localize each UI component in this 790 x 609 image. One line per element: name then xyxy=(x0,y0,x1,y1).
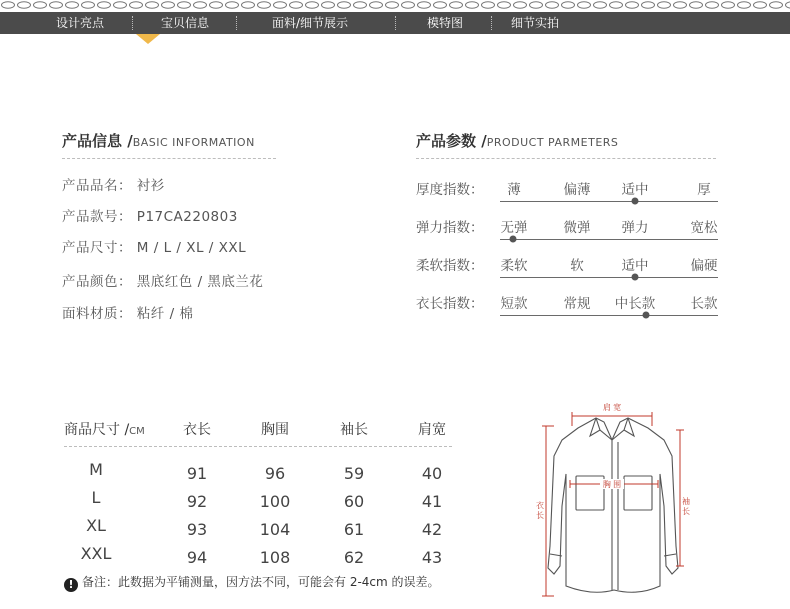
size-cell: 43 xyxy=(421,548,443,567)
size-cell: 104 xyxy=(259,520,291,539)
params-subtitle: PRODUCT PARMETERS xyxy=(486,136,619,149)
param-option: 偏薄 xyxy=(563,182,591,198)
shirt-diagram xyxy=(520,396,710,604)
param-option: 薄 xyxy=(507,182,521,198)
param-indicator xyxy=(632,198,639,205)
tab-product-info[interactable]: 宝贝信息 xyxy=(160,16,209,30)
basic-info-heading: 产品信息 / xyxy=(62,132,133,150)
info-label: 面料材质： xyxy=(62,306,132,322)
param-indicator xyxy=(632,274,639,281)
param-option: 适中 xyxy=(621,258,649,274)
column-header-sleeve: 袖长 xyxy=(340,422,368,438)
param-label: 衣长指数： xyxy=(416,296,484,312)
param-option: 偏硬 xyxy=(690,258,718,274)
tab-design-highlights[interactable]: 设计亮点 xyxy=(55,16,104,30)
size-cell: 60 xyxy=(343,492,365,511)
size-cell: 42 xyxy=(421,520,443,539)
param-track xyxy=(500,201,718,202)
size-cell: 93 xyxy=(186,520,208,539)
params-heading: 产品参数 / xyxy=(416,132,487,150)
note-text: 备注：此数据为平铺测量，因方法不同，可能会有 2-4cm 的误差。 xyxy=(82,575,440,589)
info-row-material xyxy=(62,302,193,322)
param-option: 柔软 xyxy=(500,258,528,274)
param-option: 宽松 xyxy=(690,220,718,236)
size-cell: 41 xyxy=(421,492,443,511)
tab-divider xyxy=(491,16,492,30)
param-option: 微弹 xyxy=(563,220,591,236)
param-option: 无弹 xyxy=(500,220,528,236)
info-value: M / L / XL / XXL xyxy=(136,240,247,256)
param-track xyxy=(500,239,718,240)
info-label: 产品款号： xyxy=(62,209,132,225)
tab-divider xyxy=(395,16,396,30)
info-label: 产品颜色： xyxy=(62,274,132,290)
size-cell: 62 xyxy=(343,548,365,567)
param-track xyxy=(500,315,718,316)
info-row-color xyxy=(62,270,263,290)
size-table-heading: 商品尺寸 / xyxy=(64,422,130,438)
chain-border xyxy=(0,0,790,10)
column-header-chest: 胸围 xyxy=(261,422,289,438)
size-cell: 108 xyxy=(259,548,291,567)
divider xyxy=(64,446,452,447)
size-cell: 100 xyxy=(259,492,291,511)
tab-divider xyxy=(236,16,237,30)
tab-fabric-details[interactable]: 面料/细节展示 xyxy=(271,16,349,30)
param-option: 短款 xyxy=(500,296,528,312)
size-table-title xyxy=(64,419,145,439)
size-cell: 92 xyxy=(186,492,208,511)
tab-detail-shots[interactable]: 细节实拍 xyxy=(510,16,559,30)
info-row-size xyxy=(62,236,246,256)
tab-model-photos[interactable]: 模特图 xyxy=(426,16,463,30)
divider xyxy=(62,158,276,159)
info-value: 黑底红色 / 黑底兰花 xyxy=(136,274,264,290)
param-label: 柔软指数： xyxy=(416,258,484,274)
param-option: 厚 xyxy=(697,182,711,198)
size-label: XL xyxy=(86,516,106,535)
tab-divider xyxy=(132,16,133,30)
info-label: 产品品名： xyxy=(62,178,132,194)
size-label: L xyxy=(91,488,101,507)
size-table-unit: CM xyxy=(129,426,145,437)
info-row-style-no xyxy=(62,205,238,225)
shirt-outline xyxy=(548,418,678,592)
basic-info-subtitle: BASIC INFORMATION xyxy=(132,136,255,149)
exclamation-icon: ! xyxy=(64,578,78,592)
active-tab-arrow-icon xyxy=(136,34,160,44)
sleeve-label: 袖 长 xyxy=(681,496,691,516)
param-option: 常规 xyxy=(563,296,591,312)
param-label: 弹力指数： xyxy=(416,220,484,236)
measurement-note xyxy=(64,573,440,592)
shoulder-label: 肩 宽 xyxy=(602,403,622,412)
info-value: P17CA220803 xyxy=(136,209,238,225)
info-value: 衬衫 xyxy=(136,178,165,194)
top-nav-bar xyxy=(0,12,790,34)
param-indicator xyxy=(643,312,650,319)
param-label: 厚度指数： xyxy=(416,182,484,198)
param-track xyxy=(500,277,718,278)
param-option: 长款 xyxy=(690,296,718,312)
size-label: M xyxy=(89,460,103,479)
info-value: 粘纤 / 棉 xyxy=(136,306,194,322)
params-title xyxy=(416,130,618,151)
column-header-shoulder: 肩宽 xyxy=(418,422,446,438)
param-option: 适中 xyxy=(621,182,649,198)
size-label: XXL xyxy=(80,544,112,563)
size-cell: 59 xyxy=(343,464,365,483)
size-cell: 96 xyxy=(264,464,286,483)
size-cell: 40 xyxy=(421,464,443,483)
chest-label: 胸 围 xyxy=(602,480,622,489)
length-label: 衣 长 xyxy=(535,500,545,520)
param-option: 软 xyxy=(570,258,584,274)
size-cell: 91 xyxy=(186,464,208,483)
column-header-length: 衣长 xyxy=(183,422,211,438)
basic-info-title xyxy=(62,130,255,151)
param-option: 弹力 xyxy=(621,220,649,236)
size-cell: 94 xyxy=(186,548,208,567)
info-row-name xyxy=(62,174,165,194)
divider xyxy=(416,158,716,159)
size-cell: 61 xyxy=(343,520,365,539)
param-option: 中长款 xyxy=(614,296,656,312)
param-indicator xyxy=(510,236,517,243)
info-label: 产品尺寸： xyxy=(62,240,132,256)
